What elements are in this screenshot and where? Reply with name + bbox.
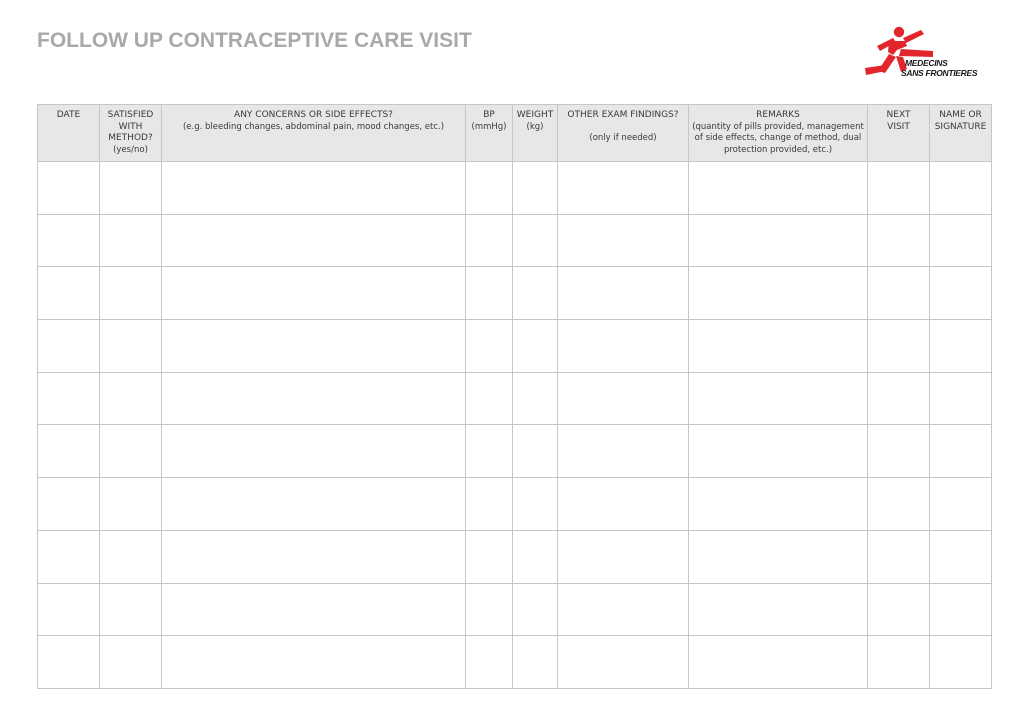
remarks-cell[interactable] [689, 214, 868, 267]
next-visit-cell[interactable] [868, 372, 930, 425]
exam-cell[interactable] [558, 478, 689, 531]
exam-cell[interactable] [558, 583, 689, 636]
date-cell[interactable] [38, 372, 100, 425]
header-bp: BP (mmHg) [466, 105, 513, 162]
logo-text-line2: SANS FRONTIERES [901, 68, 978, 78]
date-cell[interactable] [38, 583, 100, 636]
table-row [38, 583, 992, 636]
weight-cell[interactable] [513, 425, 558, 478]
remarks-cell[interactable] [689, 372, 868, 425]
table-row [38, 372, 992, 425]
concerns-cell[interactable] [162, 425, 466, 478]
weight-cell[interactable] [513, 478, 558, 531]
header-satisfied-with-method: SATISFIED WITH METHOD? (yes/no) [100, 105, 162, 162]
remarks-cell[interactable] [689, 267, 868, 320]
next-visit-cell[interactable] [868, 214, 930, 267]
header-name-or-signature: NAME OR SIGNATURE [930, 105, 992, 162]
exam-cell[interactable] [558, 162, 689, 215]
next-visit-cell[interactable] [868, 320, 930, 373]
exam-cell[interactable] [558, 320, 689, 373]
date-cell[interactable] [38, 478, 100, 531]
msf-logo [863, 24, 993, 82]
bp-cell[interactable] [466, 214, 513, 267]
header-other-exam-findings: OTHER EXAM FINDINGS? (only if needed) [558, 105, 689, 162]
weight-cell[interactable] [513, 320, 558, 373]
bp-cell[interactable] [466, 636, 513, 689]
table-row [38, 267, 992, 320]
concerns-cell[interactable] [162, 636, 466, 689]
date-cell[interactable] [38, 425, 100, 478]
concerns-cell[interactable] [162, 267, 466, 320]
bp-cell[interactable] [466, 583, 513, 636]
bp-cell[interactable] [466, 478, 513, 531]
weight-cell[interactable] [513, 636, 558, 689]
table-header-row [38, 105, 992, 162]
signature-cell[interactable] [930, 530, 992, 583]
header-concerns-side-effects: ANY CONCERNS OR SIDE EFFECTS? (e.g. bleeding changes, abdominal pain, mood changes, etc.) [162, 105, 466, 162]
remarks-cell[interactable] [689, 320, 868, 373]
header-date: DATE [38, 105, 100, 162]
page-title: FOLLOW UP CONTRACEPTIVE CARE VISIT [37, 29, 472, 52]
remarks-cell[interactable] [689, 478, 868, 531]
table-row [38, 425, 992, 478]
satisfied-cell[interactable] [100, 162, 162, 215]
exam-cell[interactable] [558, 425, 689, 478]
remarks-cell[interactable] [689, 530, 868, 583]
logo-text-line1: MEDECINS [905, 58, 948, 68]
exam-cell[interactable] [558, 636, 689, 689]
weight-cell[interactable] [513, 162, 558, 215]
weight-cell[interactable] [513, 372, 558, 425]
table-row [38, 320, 992, 373]
weight-cell[interactable] [513, 267, 558, 320]
date-cell[interactable] [38, 530, 100, 583]
date-cell[interactable] [38, 320, 100, 373]
concerns-cell[interactable] [162, 583, 466, 636]
satisfied-cell[interactable] [100, 372, 162, 425]
concerns-cell[interactable] [162, 478, 466, 531]
remarks-cell[interactable] [689, 425, 868, 478]
table-row [38, 162, 992, 215]
next-visit-cell[interactable] [868, 478, 930, 531]
satisfied-cell[interactable] [100, 583, 162, 636]
exam-cell[interactable] [558, 530, 689, 583]
table-row [38, 478, 992, 531]
header-next-visit: NEXT VISIT [868, 105, 930, 162]
concerns-cell[interactable] [162, 162, 466, 215]
signature-cell[interactable] [930, 583, 992, 636]
satisfied-cell[interactable] [100, 214, 162, 267]
date-cell[interactable] [38, 162, 100, 215]
date-cell[interactable] [38, 267, 100, 320]
next-visit-cell[interactable] [868, 583, 930, 636]
header-remarks: REMARKS (quantity of pills provided, management of side effects, change of method, dual protection provided, etc.) [689, 105, 868, 162]
signature-cell[interactable] [930, 478, 992, 531]
weight-cell[interactable] [513, 583, 558, 636]
satisfied-cell[interactable] [100, 320, 162, 373]
table-body [38, 162, 992, 689]
weight-cell[interactable] [513, 530, 558, 583]
concerns-cell[interactable] [162, 530, 466, 583]
table-row [38, 636, 992, 689]
header-weight: WEIGHT (kg) [513, 105, 558, 162]
remarks-cell[interactable] [689, 162, 868, 215]
signature-cell[interactable] [930, 267, 992, 320]
next-visit-cell[interactable] [868, 530, 930, 583]
concerns-cell[interactable] [162, 320, 466, 373]
bp-cell[interactable] [466, 372, 513, 425]
next-visit-cell[interactable] [868, 425, 930, 478]
satisfied-cell[interactable] [100, 425, 162, 478]
satisfied-cell[interactable] [100, 267, 162, 320]
table-row [38, 530, 992, 583]
visit-form-table [37, 104, 992, 689]
next-visit-cell[interactable] [868, 636, 930, 689]
bp-cell[interactable] [466, 162, 513, 215]
signature-cell[interactable] [930, 636, 992, 689]
weight-cell[interactable] [513, 214, 558, 267]
exam-cell[interactable] [558, 372, 689, 425]
signature-cell[interactable] [930, 372, 992, 425]
date-cell[interactable] [38, 214, 100, 267]
exam-cell[interactable] [558, 267, 689, 320]
bp-cell[interactable] [466, 425, 513, 478]
bp-cell[interactable] [466, 267, 513, 320]
table-row [38, 214, 992, 267]
signature-cell[interactable] [930, 320, 992, 373]
next-visit-cell[interactable] [868, 267, 930, 320]
satisfied-cell[interactable] [100, 530, 162, 583]
next-visit-cell[interactable] [868, 162, 930, 215]
satisfied-cell[interactable] [100, 478, 162, 531]
bp-cell[interactable] [466, 530, 513, 583]
remarks-cell[interactable] [689, 636, 868, 689]
concerns-cell[interactable] [162, 372, 466, 425]
signature-cell[interactable] [930, 425, 992, 478]
exam-cell[interactable] [558, 214, 689, 267]
bp-cell[interactable] [466, 320, 513, 373]
signature-cell[interactable] [930, 214, 992, 267]
date-cell[interactable] [38, 636, 100, 689]
signature-cell[interactable] [930, 162, 992, 215]
remarks-cell[interactable] [689, 583, 868, 636]
satisfied-cell[interactable] [100, 636, 162, 689]
concerns-cell[interactable] [162, 214, 466, 267]
